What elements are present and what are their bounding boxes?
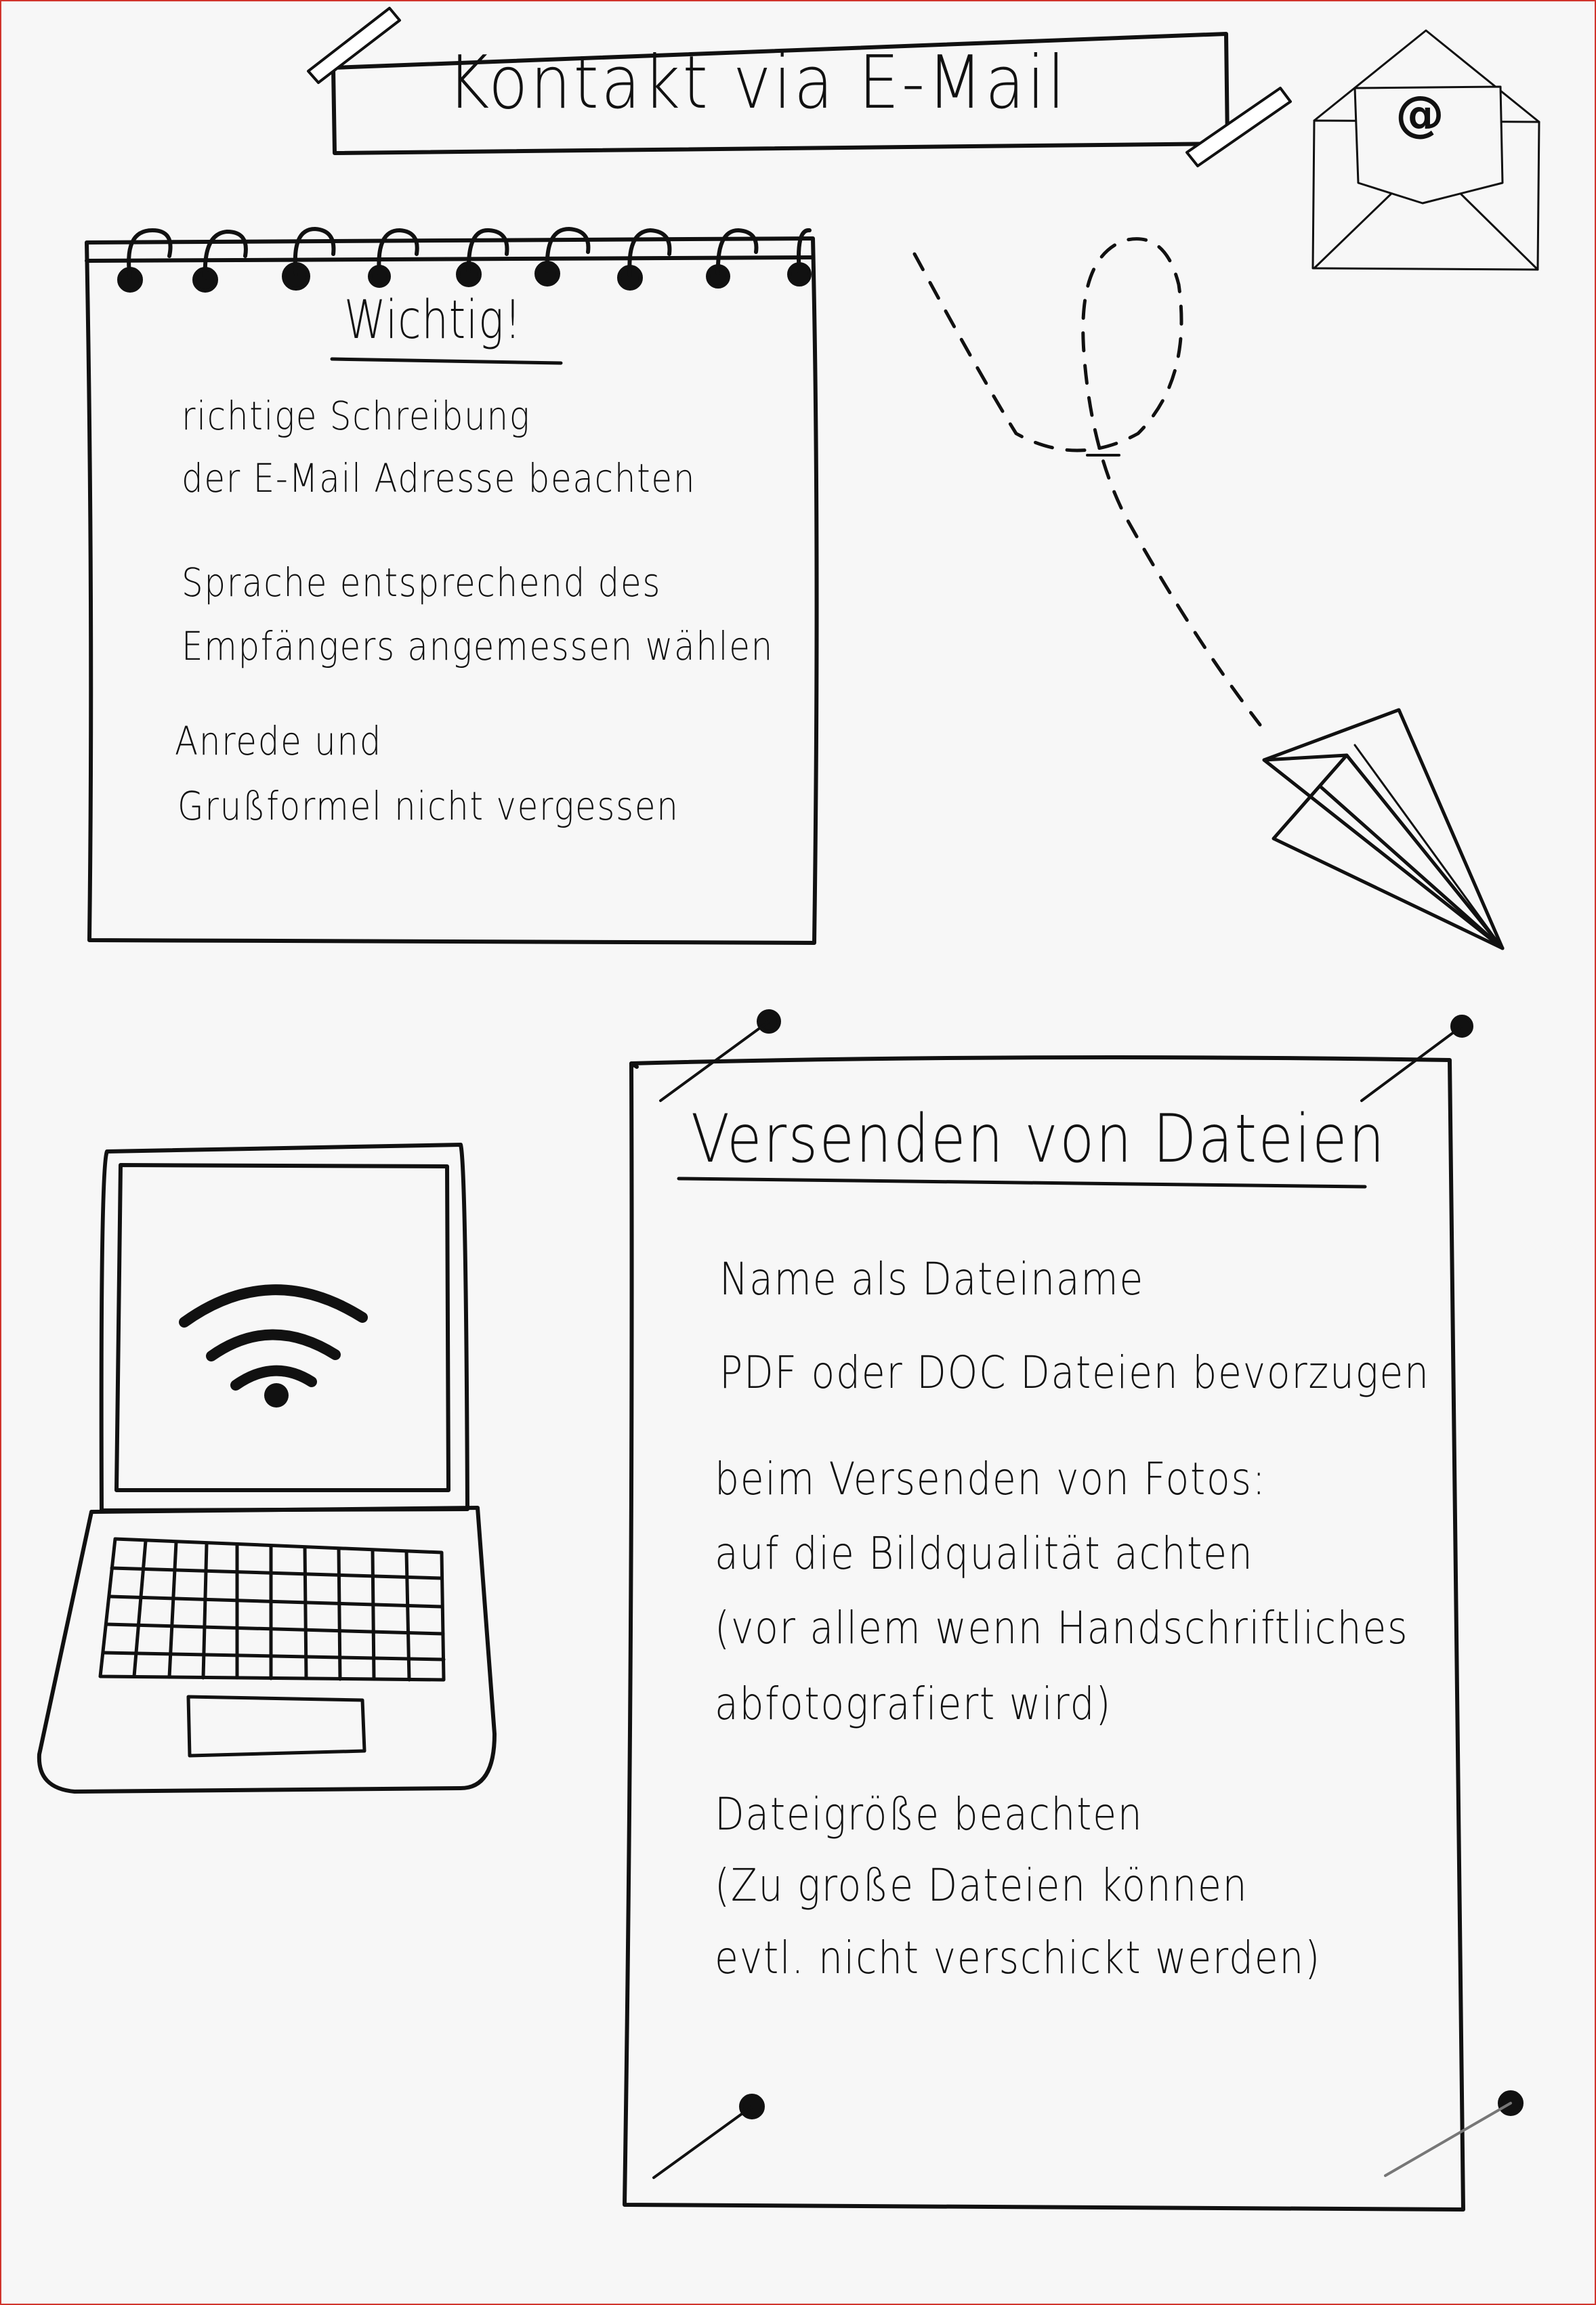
keyboard-grid xyxy=(100,1539,444,1680)
laptop-icon xyxy=(39,1145,495,1792)
heading-underline-2 xyxy=(679,1179,1365,1187)
note-line: Sprache entsprechend des xyxy=(182,559,662,606)
pin-icon xyxy=(654,1011,1521,2178)
note-line: Anrede und xyxy=(175,718,383,764)
files-line: beim Versenden von Fotos: xyxy=(715,1453,1267,1505)
page-title: Kontakt via E-Mail xyxy=(447,41,1068,125)
files-line: Dateigröße beachten xyxy=(715,1788,1143,1840)
files-line: PDF oder DOC Dateien bevorzugen xyxy=(719,1347,1430,1399)
tape-right xyxy=(1187,88,1290,166)
note-line: der E-Mail Adresse beachten xyxy=(182,455,696,501)
note-line: richtige Schreibung xyxy=(182,393,531,439)
note-line: Empfängers angemessen wählen xyxy=(182,623,774,669)
wifi-icon xyxy=(184,1290,362,1408)
paper-plane-icon xyxy=(1264,710,1503,948)
files-line: Name als Dateiname xyxy=(719,1253,1145,1305)
files-line: (Zu große Dateien können xyxy=(715,1859,1248,1911)
note-line: Grußformel nicht vergessen xyxy=(177,783,679,829)
flight-path xyxy=(915,239,1260,725)
tape-left xyxy=(308,8,400,83)
files-line: (vor allem wenn Handschriftliches xyxy=(715,1602,1409,1654)
note-heading: Wichtig! xyxy=(344,290,522,351)
files-line: evtl. nicht verschickt werden) xyxy=(715,1932,1321,1984)
heading-underline xyxy=(332,359,561,363)
envelope-icon xyxy=(1313,30,1539,270)
files-line: auf die Bildqualität achten xyxy=(715,1527,1254,1580)
files-line: abfotografiert wird) xyxy=(715,1678,1112,1730)
files-heading: Versenden von Dateien xyxy=(691,1101,1387,1178)
trackpad xyxy=(188,1697,364,1756)
at-symbol: @ xyxy=(1395,85,1445,142)
